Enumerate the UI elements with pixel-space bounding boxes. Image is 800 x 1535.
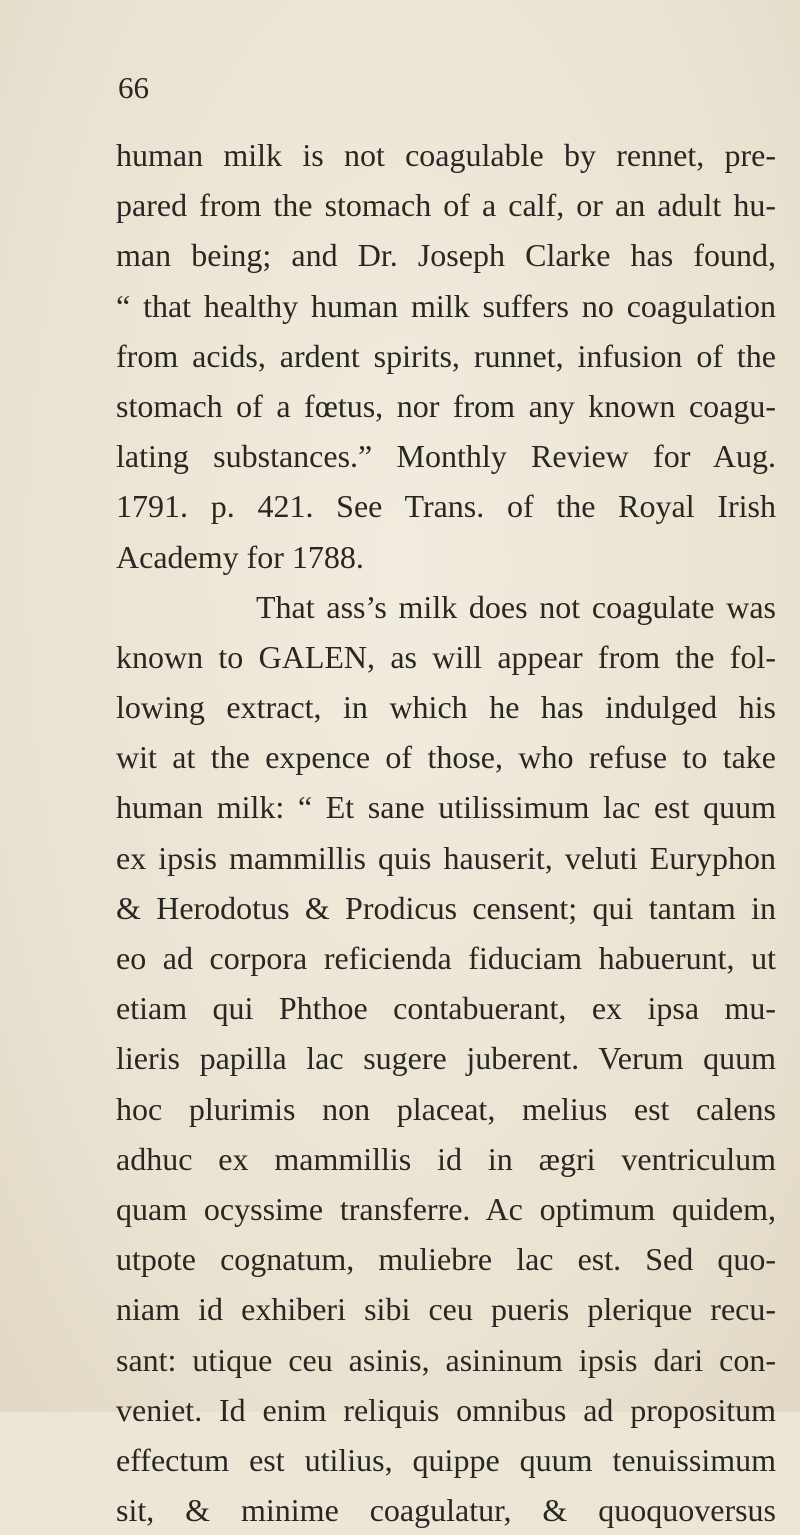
text-line: lowing extract, in which he has indulged his — [116, 689, 776, 726]
text-line: veniet. Id enim reliquis omnibus ad propositum — [116, 1391, 776, 1428]
text-line: utpote cognatum, muliebre lac est. Sed quo- — [116, 1241, 776, 1278]
text-line: Academy for 1788. — [116, 538, 364, 575]
text-line: etiam qui Phthoe contabuerant, ex ipsa mu- — [116, 990, 776, 1027]
text-line: 1791. p. 421. See Trans. of the Royal Irish — [116, 488, 776, 525]
text-line: man being; and Dr. Joseph Clarke has found, — [116, 237, 776, 274]
page-number: 66 — [118, 70, 149, 105]
text-line: human milk: “ Et sane utilissimum lac est quum — [116, 789, 776, 826]
text-line: sant: utique ceu asinis, asininum ipsis dari con- — [116, 1341, 776, 1378]
text-line: “ that healthy human milk suffers no coagulation — [116, 287, 776, 324]
text-line: niam id exhiberi sibi ceu pueris plerique recu- — [116, 1291, 776, 1328]
text-line: eo ad corpora reficienda fiduciam habuerunt, ut — [116, 940, 776, 976]
body-text — [116, 130, 776, 1535]
text-line: sit, & minime coagulatur, & quoquoversus — [116, 1492, 776, 1529]
text-line: & Herodotus & Prodicus censent; qui tantam in — [116, 889, 776, 926]
text-line: stomach of a fœtus, nor from any known coagu- — [116, 387, 776, 424]
text-line: from acids, ardent spirits, runnet, infusion of the — [116, 337, 776, 374]
text-line: hoc plurimis non placeat, melius est calens — [116, 1090, 776, 1127]
text-line: adhuc ex mammillis id in ægri ventriculum — [116, 1140, 776, 1177]
text-line: known to GALEN, as will appear from the fol- — [116, 638, 776, 675]
text-line: pared from the stomach of a calf, or an adult hu- — [116, 187, 776, 224]
paragraph-start-line: That ass’s milk does not coagulate was — [256, 588, 776, 625]
text-line: wit at the expence of those, who refuse to take — [116, 739, 776, 776]
text-line: lieris papilla lac sugere juberent. Verum quum — [116, 1040, 776, 1077]
text-line: lating substances.” Monthly Review for Aug. — [116, 438, 776, 475]
text-line: ex ipsis mammillis quis hauserit, veluti Euryphon — [116, 839, 776, 876]
text-line: human milk is not coagulable by rennet, pre- — [116, 137, 776, 173]
text-line: effectum est utilius, quippe quum tenuissimum — [116, 1441, 776, 1478]
text-line: quam ocyssime transferre. Ac optimum quidem, — [116, 1190, 776, 1227]
